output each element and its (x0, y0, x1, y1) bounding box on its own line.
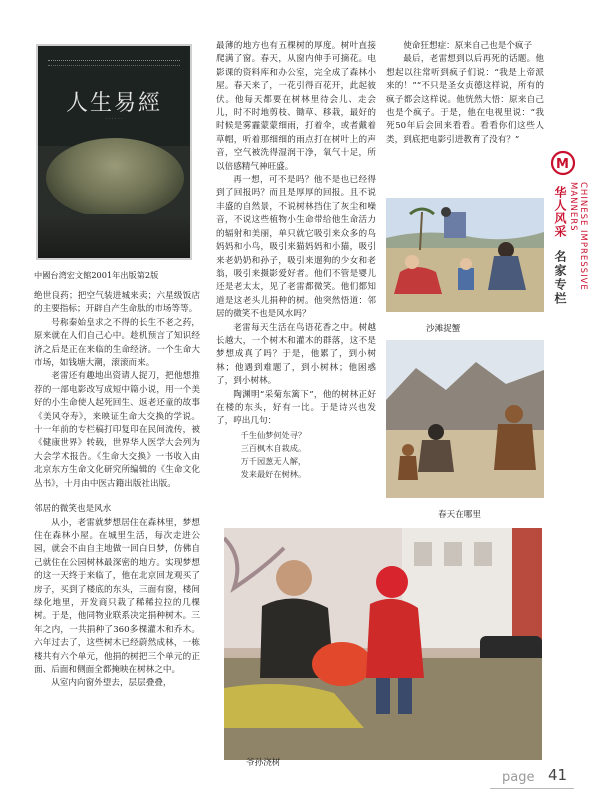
cover-caption: 中國台湾宏文館2001年出版第2版 (34, 270, 159, 280)
cover-title: 人生易經 (65, 91, 162, 116)
cover-subtitle-line: · · · · · · (105, 116, 123, 122)
section-heading: 邻居的微笑也是风水 (34, 504, 112, 515)
svg-text:M: M (556, 157, 569, 172)
col3-paragraph: 最后，老雷想到以后再死的话题。他想起以往常听到疯子们说：“我是上帝派来的！”“不只是圣女贞德这样说，所有的疯子都会这样说。他恍然大悟：原来自己也是个疯子。于是，他在电视里说：“我死50年后会回来看看。看看你们这些人类，到底把电影引进教育了没有？” (386, 54, 544, 145)
brand-logo-icon (550, 148, 582, 178)
col2-paragraph: 陶渊明“采菊东篱下”，他的树林正好在楼的东头，好有一比。于是诗兴也发了，哼出几句： (216, 389, 376, 427)
poem-line: 万千园葱无人解， (240, 455, 307, 466)
col2-paragraph: 老雷每天生活在鸟语花香之中。树越长越大，一个树木和灌木的群落，这不是梦想成真了吗？于是，他累了，到小树林；他遇到难题了，到小树林；他困惑了，到小树林。 (216, 322, 376, 387)
column-3 (386, 40, 544, 147)
book-cover-image (36, 44, 192, 260)
col1-paragraph: 从小，老雷就梦想居住在森林里，梦想住在森林小屋。在城里生活，每次走进公园，就会不由自主地做一回白日梦，仿佛自己就住在公园树林最深密的地方。实现梦想的这一天终于来临了，他在北京回龙观买了房子，买到了楼底的东头，三面有窗，楼间绿化地里，开发商只栽了稀稀拉拉的几棵树。于是，他同物业联系决定捐种树木。三年之内，一共捐种了360多棵灌木和乔木。六年过去了，这些树木已经蔚然成林，一栋楼共有六个单元，他捐的树把三个单元的正面、后面和侧面全都掩映在树林之中。 (34, 517, 200, 675)
main-photo-illustration (224, 528, 542, 760)
grandpa-grandson-photo (224, 528, 542, 760)
mountain-photo-illustration (386, 340, 544, 498)
cover-stone-graphic (46, 138, 184, 218)
col1-paragraph: 绝世良药；把空气装进城来卖；六星级饭店的主要指标；开辟自产生命肽的市场等等。 (34, 291, 200, 315)
cover-top-band (38, 46, 190, 146)
col3-heading: 使命狂想症：原来自己也是个疯子 (403, 41, 533, 51)
mountain-statue-photo (386, 340, 544, 498)
brand-english-name: CHINESE IMPRESSIVE MANNERS (568, 182, 588, 291)
poem-line: 三百枫木自栽成。 (240, 442, 307, 453)
poem (216, 429, 376, 481)
col1-paragraph: 号称秦始皇求之不得的长生不老之药，原来就在人们自己心中。趁机预言了知识经济之后是正在来临的生命经济。一个生命大市场，如钱塘大潮，滚滚而来。 (34, 317, 200, 369)
cover-small-text-line (48, 60, 180, 66)
footer-divider (490, 788, 574, 789)
poem-line: 发来最好在树林。 (240, 468, 307, 479)
column-2 (216, 40, 376, 481)
cover-bottom-band (38, 214, 190, 258)
beach-photo-caption: 沙滩捉蟹 (426, 324, 461, 334)
col1-paragraph: 老雷还有趣地出资请人捉刀，把他想推荐的一部电影改写成短中篇小说，用一个美好的小生命使人起死回生、返老还童的故事《美风夺寿》，来映证生命大交换的学说。十一年前的专栏稿打印复印在民间流传，被《健康世界》转载，世界华人医学大会列为大会学术报告。《生命大交换》一书收入由北京东方生命文化研究所编辑的《生命文化丛书》，十月由中医古籍出版社出版。 (34, 371, 200, 489)
col2-paragraph: 最薄的地方也有五棵树的厚度。树叶直接爬满了窗。春天，从窗内伸手可摘花。电影课的资料库和办公室，完全成了森林小屋。春天来了，一花引得百花开，此起彼伏。他每天都要在树林里待会儿、走会儿，时不时地剪枝、锄草、移栽，最好的时候是雾霾蒙蒙细雨，打着伞，或者戴着草帽，听着那细细的雨点打在树叶上的声音，空气被洗得湿润干净，氧气十足，所以倍感精气神旺盛。 (216, 41, 376, 172)
brand-chinese-name: 华人风采 (553, 186, 567, 238)
footer-page-label: page (502, 770, 535, 785)
mountain-photo-caption: 春天在哪里 (438, 510, 481, 520)
sidebar-brand (550, 148, 588, 306)
column-label: 名家专栏 (553, 250, 567, 306)
footer-page-number: 41 (548, 766, 568, 784)
beach-crab-photo (386, 198, 544, 312)
column-1 (34, 290, 200, 691)
col2-paragraph: 再一想，可不是吗？他不是也已经得到了回报吗？而且是厚厚的回报。且不说丰盛的自然景，不说树林挡住了灰尘和噪音，不说这些植物小生命带给他生命活力的辐射和美丽，单只就它吸引来众多的鸟妈妈和小鸟，吸引来猫妈妈和小猫，吸引来老奶奶和孙子，吸引来遛狗的少女和老翁，吸引来摄影爱好者。他们不管是婴儿还是老太太，见了老雷都微笑。他们都知道是这老头儿捐种的树。他突然悟道：邻居的微笑不也是风水吗？ (216, 175, 376, 320)
beach-photo-illustration (386, 198, 544, 312)
poem-line: 千生仙梦何处寻？ (240, 429, 307, 440)
col1-paragraph: 从室内向窗外望去，层层叠叠， (51, 678, 172, 689)
main-photo-caption: 爷孙浇树 (246, 758, 281, 768)
